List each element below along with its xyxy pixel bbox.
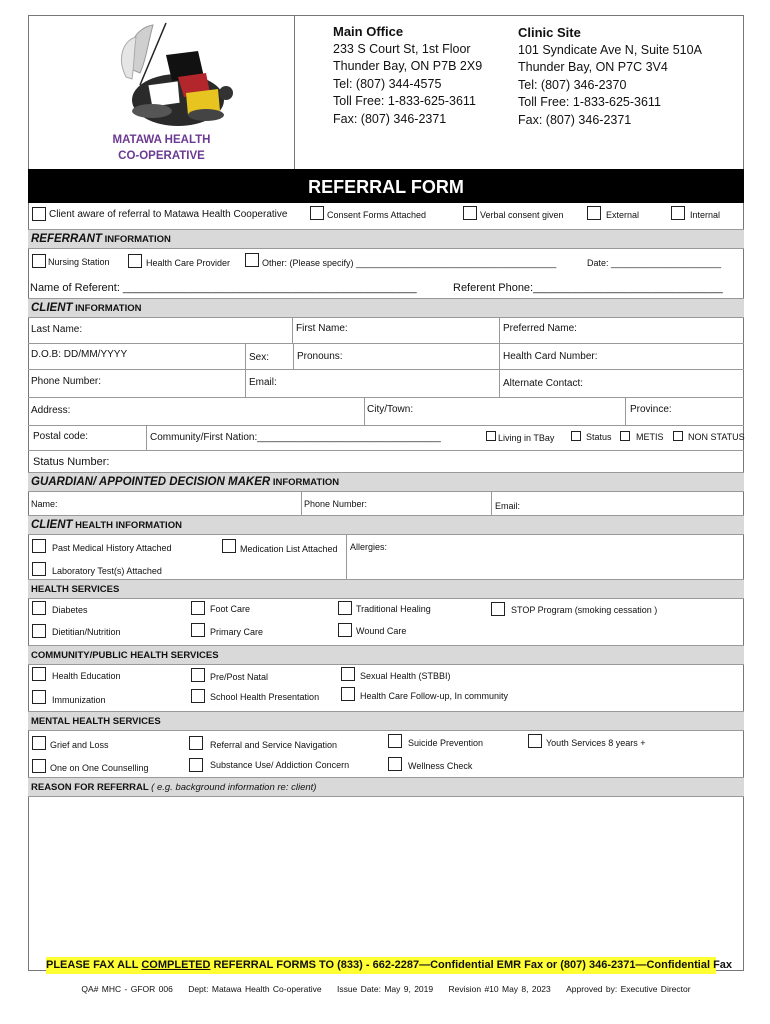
main-office-tollfree: Toll Free: 1-833-625-3611 [333, 94, 476, 108]
pronouns-field[interactable]: Pronouns: [297, 351, 343, 362]
school-health-label: School Health Presentation [210, 692, 320, 702]
fax-notice-part2: REFERRAL FORMS TO (833) - 662-2287—Confidential EMR Fax or (807) 346-2371—Confidential Fax [210, 959, 733, 971]
external-label: External [606, 210, 640, 220]
counselling-checkbox[interactable] [32, 759, 46, 773]
clinic-site-heading: Clinic Site [518, 25, 581, 40]
sexual-health-checkbox[interactable] [341, 667, 355, 681]
client-aware-label: Client aware of referral to Matawa Health Cooperative [49, 209, 288, 220]
nursing-station-checkbox[interactable] [32, 254, 46, 268]
community-services-band-title: COMMUNITY/PUBLIC HEALTH SERVICES [31, 650, 219, 661]
school-health-checkbox[interactable] [191, 689, 205, 703]
verbal-consent-label: Verbal consent given [480, 210, 564, 220]
counselling-label: One on One Counselling [50, 763, 149, 773]
community-services-band [28, 645, 744, 665]
fax-notice [46, 957, 733, 974]
main-office-tel: Tel: (807) 344-4575 [333, 76, 442, 91]
lab-label: Laboratory Test(s) Attached [52, 566, 162, 576]
footer-issue: Issue Date: May 9, 2019 [336, 984, 434, 994]
hcp-checkbox[interactable] [128, 254, 142, 268]
youth-services-label: Youth Services 8 years + [546, 738, 646, 748]
foot-care-checkbox[interactable] [191, 601, 205, 615]
footer-dept: Dept: Matawa Health Co-operative [188, 984, 322, 994]
city-field[interactable]: City/Town: [367, 404, 414, 415]
suicide-prevention-checkbox[interactable] [388, 734, 402, 748]
org-name [28, 132, 295, 164]
traditional-healing-checkbox[interactable] [338, 601, 352, 615]
clinic-site-tollfree: Toll Free: 1-833-625-3611 [518, 95, 661, 109]
footer-qa: QA# MHC - GFOR 006 [81, 984, 173, 994]
follow-up-label: Health Care Follow-up, In community [360, 691, 509, 701]
guardian-name-field[interactable]: Name: [31, 499, 58, 509]
wound-care-checkbox[interactable] [338, 623, 352, 637]
wellness-check-checkbox[interactable] [388, 757, 402, 771]
referral-date-field[interactable]: Date: ______________________ [587, 258, 722, 268]
reason-textarea[interactable] [30, 798, 742, 950]
client-health-band-title: CLIENT [31, 519, 73, 531]
diabetes-checkbox[interactable] [32, 601, 46, 615]
immunization-label: Immunization [52, 695, 106, 705]
client-aware-checkbox[interactable] [32, 207, 46, 221]
youth-services-checkbox[interactable] [528, 734, 542, 748]
client-info-band [28, 298, 744, 318]
postal-code-field[interactable]: Postal code: [33, 431, 89, 442]
wound-care-label: Wound Care [356, 626, 407, 636]
diabetes-label: Diabetes [52, 605, 88, 615]
main-office-fax: Fax: (807) 346-2371 [333, 111, 447, 126]
clinic-site-line1: 101 Syndicate Ave N, Suite 510A [518, 42, 702, 57]
guardian-phone-field[interactable]: Phone Number: [304, 499, 368, 509]
living-tbay-checkbox[interactable] [486, 431, 496, 441]
guardian-band-sub: INFORMATION [272, 477, 340, 488]
stop-program-checkbox[interactable] [491, 602, 505, 616]
metis-checkbox[interactable] [620, 431, 630, 441]
clinic-site-fax: Fax: (807) 346-2371 [518, 112, 632, 127]
main-office-line1: 233 S Court St, 1st Floor [333, 41, 471, 56]
referral-nav-checkbox[interactable] [189, 736, 203, 750]
hcp-label: Health Care Provider [146, 258, 231, 268]
allergies-field[interactable]: Allergies: [350, 542, 388, 552]
mental-health-band [28, 711, 744, 731]
org-name-line1: MATAWA HEALTH [112, 134, 211, 146]
follow-up-checkbox[interactable] [341, 687, 355, 701]
referrant-band-title: REFERRANT [31, 233, 102, 245]
main-office-block [333, 23, 482, 128]
med-list-checkbox[interactable] [222, 539, 236, 553]
community-field[interactable]: Community/First Nation:_________________________________ [150, 432, 441, 443]
internal-label: Internal [690, 210, 721, 220]
metis-label: METIS [636, 432, 664, 442]
primary-care-label: Primary Care [210, 627, 264, 637]
last-name-field[interactable]: Last Name: [31, 324, 83, 335]
footer-approved: Approved by: Executive Director [566, 984, 691, 994]
wellness-check-label: Wellness Check [408, 761, 473, 771]
consent-forms-checkbox[interactable] [310, 206, 324, 220]
dietitian-checkbox[interactable] [32, 624, 46, 638]
client-health-band [28, 515, 744, 535]
pmh-label: Past Medical History Attached [52, 543, 172, 553]
health-card-field[interactable]: Health Card Number: [503, 351, 598, 362]
clinic-site-line2: Thunder Bay, ON P7C 3V4 [518, 60, 668, 74]
reason-band-note: ( e.g. background information re: client) [151, 782, 317, 793]
main-office-heading: Main Office [333, 24, 404, 39]
client-health-band-sub: HEALTH INFORMATION [75, 520, 182, 531]
grief-checkbox[interactable] [32, 736, 46, 750]
fax-notice-completed: COMPLETED [141, 959, 211, 971]
status-checkbox[interactable] [571, 431, 581, 441]
main-office-line2: Thunder Bay, ON P7B 2X9 [333, 59, 483, 73]
substance-use-label: Substance Use/ Addiction Concern [210, 760, 350, 770]
alt-contact-field[interactable]: Alternate Contact: [503, 378, 584, 389]
reason-band [28, 777, 744, 797]
primary-care-checkbox[interactable] [191, 623, 205, 637]
non-status-checkbox[interactable] [673, 431, 683, 441]
suicide-prevention-label: Suicide Prevention [408, 738, 484, 748]
traditional-healing-label: Traditional Healing [356, 604, 431, 614]
internal-checkbox[interactable] [671, 206, 685, 220]
referral-nav-label: Referral and Service Navigation [210, 740, 338, 750]
substance-use-checkbox[interactable] [189, 758, 203, 772]
lab-checkbox[interactable] [32, 562, 46, 576]
consent-forms-label: Consent Forms Attached [327, 210, 427, 220]
guardian-email-field[interactable]: Email: [495, 501, 521, 511]
living-tbay-label: Living in TBay [498, 433, 555, 443]
address-field[interactable]: Address: [31, 405, 71, 416]
immunization-checkbox[interactable] [32, 690, 46, 704]
org-name-line2: CO-OPERATIVE [118, 150, 205, 162]
med-list-label: Medication List Attached [240, 544, 338, 554]
dietitian-label: Dietitian/Nutrition [52, 627, 121, 637]
external-checkbox[interactable] [587, 206, 601, 220]
other-specify-field[interactable]: Other: (Please specify) ________________________________________ [262, 258, 557, 268]
dob-field[interactable]: D.O.B: DD/MM/YYYY [31, 349, 128, 360]
form-title: REFERRAL FORM [28, 169, 744, 203]
guardian-band-title: GUARDIAN/ APPOINTED DECISION MAKER [31, 476, 271, 488]
nursing-station-label: Nursing Station [48, 257, 110, 267]
foot-care-label: Foot Care [210, 604, 251, 614]
grief-label: Grief and Loss [50, 740, 109, 750]
sex-field[interactable]: Sex: [249, 352, 270, 363]
guardian-band [28, 472, 744, 492]
clinic-site-tel: Tel: (807) 346-2370 [518, 77, 627, 92]
reason-band-title: REASON FOR REFERRAL [31, 782, 149, 793]
prenatal-checkbox[interactable] [191, 668, 205, 682]
matawa-logo-icon [28, 15, 295, 135]
pmh-checkbox[interactable] [32, 539, 46, 553]
status-label: Status [586, 432, 612, 442]
referent-phone-field[interactable]: Referent Phone:_______________________________ [453, 282, 723, 294]
non-status-label: NON STATUS [688, 432, 745, 442]
other-checkbox[interactable] [245, 253, 259, 267]
mental-health-band-title: MENTAL HEALTH SERVICES [31, 716, 161, 727]
first-name-field[interactable]: First Name: [296, 323, 348, 334]
stop-program-label: STOP Program (smoking cessation ) [511, 605, 658, 615]
health-services-band-title: HEALTH SERVICES [31, 584, 120, 595]
client-email-field[interactable]: Email: [249, 377, 277, 388]
health-services-band [28, 579, 744, 599]
verbal-consent-checkbox[interactable] [463, 206, 477, 220]
fax-notice-part1: PLEASE FAX ALL [46, 959, 142, 971]
clinic-site-block [518, 24, 702, 129]
health-education-checkbox[interactable] [32, 667, 46, 681]
client-band-sub: INFORMATION [75, 303, 142, 314]
health-education-label: Health Education [52, 671, 121, 681]
client-band-title: CLIENT [31, 302, 73, 314]
referrant-band-sub: INFORMATION [104, 234, 171, 245]
referrant-band [28, 229, 744, 249]
footer-revision: Revision #10 May 8, 2023 [448, 984, 551, 994]
referent-name-field[interactable]: Name of Referent: ________________________________________________ [30, 282, 417, 294]
prenatal-label: Pre/Post Natal [210, 672, 269, 682]
status-number-field[interactable]: Status Number: [33, 456, 110, 468]
footer [28, 984, 744, 994]
preferred-name-field[interactable]: Preferred Name: [503, 323, 577, 334]
client-phone-field[interactable]: Phone Number: [31, 376, 102, 387]
province-field[interactable]: Province: [630, 404, 672, 415]
sexual-health-label: Sexual Health (STBBI) [360, 671, 451, 681]
